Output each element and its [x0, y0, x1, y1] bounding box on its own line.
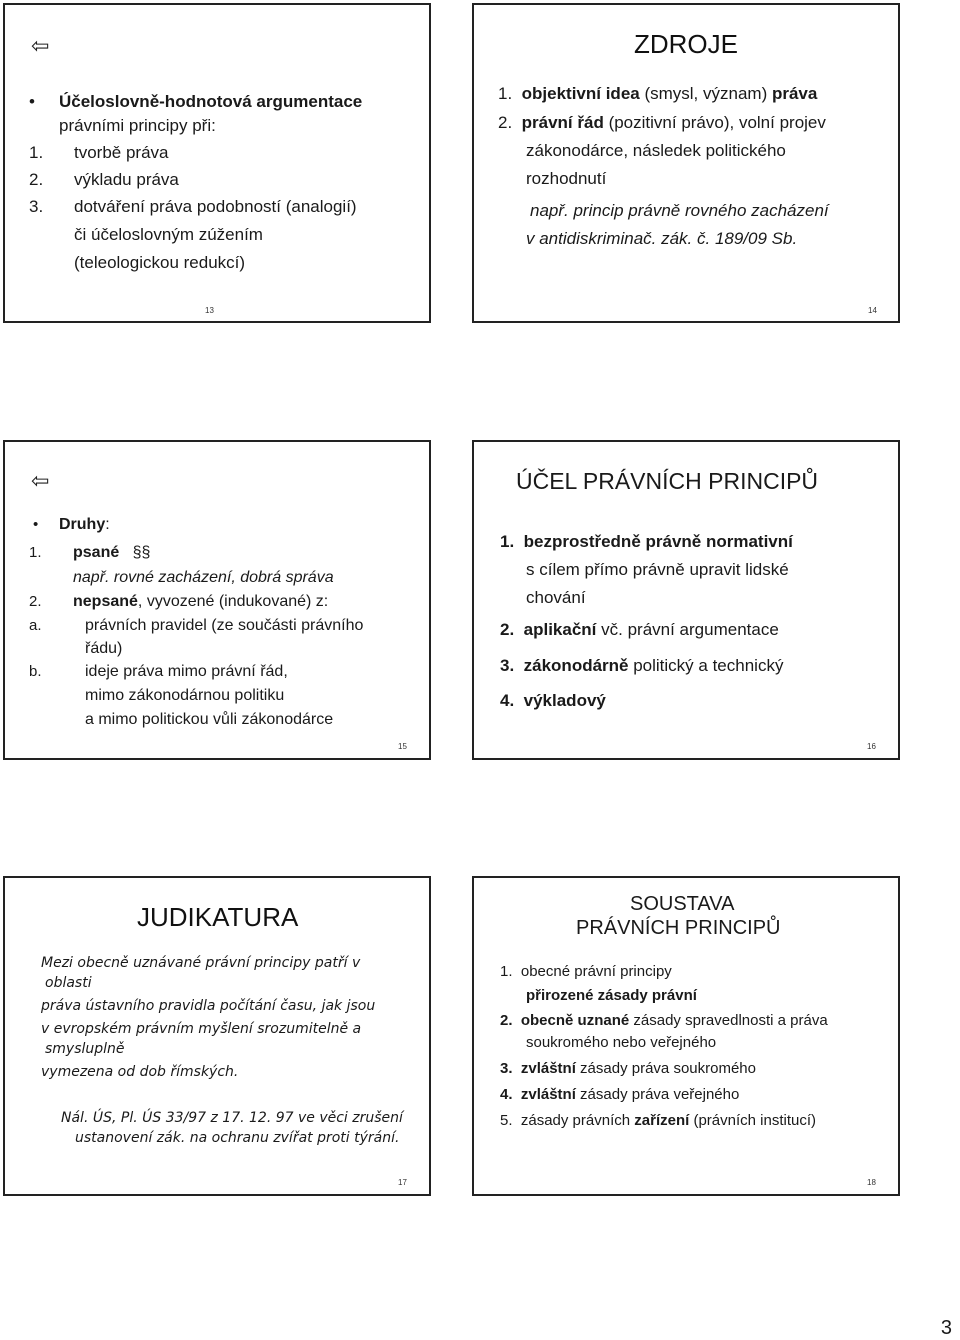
list-item [500, 1112, 816, 1130]
list-item-continuation [526, 987, 697, 1005]
list-item-number: 2. [500, 1012, 513, 1029]
slide-13 [3, 3, 431, 323]
slide-title-line-2: PRÁVNÍCH PRINCIPŮ [576, 917, 781, 939]
bold-term: zvláštní [520, 1060, 576, 1077]
plain-text: zásady spravedlnosti a práva [629, 1012, 828, 1029]
list-item-continuation: mimo zákonodárnou politiku [85, 687, 285, 704]
list-item-number: 1. [498, 84, 513, 103]
slide-title: ZDROJE [634, 29, 738, 59]
plain-text: (smysl, význam) [639, 84, 772, 103]
plain-text: zásady právních [520, 1112, 635, 1129]
list-item [500, 532, 793, 552]
slide-number: 13 [205, 306, 214, 315]
list-item: tvorbě práva [74, 143, 169, 162]
list-item: právních pravidel (ze součásti právního [85, 617, 364, 634]
bold-term: obecně uznané [520, 1012, 630, 1029]
list-item-letter: a. [29, 617, 42, 634]
plain-text: zásady práva soukromého [575, 1060, 756, 1077]
quote-text: Mezi obecně uznávané právní principy patří v [41, 955, 361, 971]
list-item-continuation: či účeloslovným zúžením [74, 225, 263, 244]
bold-term: Druhy [59, 516, 106, 533]
example-text: např. rovné zacházení, dobrá správa [73, 569, 334, 586]
list-item [500, 1012, 828, 1030]
bullet-text-line-1: Účeloslovně-hodnotová argumentace [59, 92, 363, 111]
list-item-number: 4. [500, 691, 515, 710]
slide-16 [472, 440, 900, 760]
list-item-number: 1. [500, 532, 515, 551]
quote-text: oblasti [45, 975, 92, 991]
slide-14 [472, 3, 900, 323]
bold-term: zařízení [634, 1112, 690, 1129]
list-item [500, 1060, 756, 1078]
back-arrow-icon[interactable]: ⇦ [31, 33, 50, 58]
plain-text: vč. právní argumentace [596, 620, 779, 639]
list-item-continuation: a mimo politickou vůli zákonodárce [85, 711, 334, 728]
list-item-number: 5. [500, 1112, 513, 1129]
list-item-continuation: rozhodnutí [526, 169, 607, 188]
plain-text: politický a technický [628, 656, 784, 675]
list-item: výkladu práva [74, 170, 179, 189]
quote-text: vymezena od dob římských. [41, 1064, 239, 1080]
slide-15 [3, 440, 431, 760]
list-item: dotváření práva podobností (analogií) [74, 197, 357, 216]
list-item-continuation: řádu) [85, 640, 123, 657]
bullet-icon: • [29, 92, 35, 111]
slide-number: 16 [867, 742, 876, 751]
slide-number: 18 [867, 1178, 876, 1187]
example-text: v antidiskriminač. zák. č. 189/09 Sb. [526, 229, 798, 248]
slide-number: 14 [868, 306, 877, 315]
list-item-continuation: s cílem přímo právně upravit lidské [526, 560, 789, 579]
list-item [500, 691, 606, 711]
bold-term: právní řád [521, 113, 604, 132]
page-number: 3 [940, 1317, 952, 1339]
list-item-number: 3. [29, 197, 44, 216]
example-text: např. princip právně rovného zacházení [530, 201, 829, 220]
quote-text: práva ústavního pravidla počítání času, jak jsou [41, 998, 376, 1014]
plain-text: (právních institucí) [689, 1112, 817, 1129]
plain-text: obecné právní principy [520, 963, 672, 980]
druhy-heading [59, 515, 110, 534]
list-item [500, 656, 783, 676]
quote-text: v evropském právním myšlení srozumitelně a [41, 1021, 362, 1037]
list-item: ideje práva mimo právní řád, [85, 663, 288, 680]
list-item-number: 2. [500, 620, 515, 639]
bold-term: nepsané [73, 593, 138, 610]
list-item [498, 113, 826, 133]
list-item-number: 1. [29, 143, 44, 162]
bold-term: psané [73, 544, 120, 561]
bold-term: objektivní idea [521, 84, 640, 103]
slide-18 [472, 876, 900, 1196]
bold-term: výkladový [523, 691, 606, 710]
bold-term: práva [771, 84, 818, 103]
bullet-text [59, 92, 362, 112]
paragraph-symbol-icon: §§ [132, 544, 151, 561]
list-item-number: 1. [500, 963, 513, 980]
list-item [500, 1086, 739, 1104]
bold-term: bezprostředně právně normativní [523, 532, 793, 551]
plain-text: (pozitivní právo), volní projev [603, 113, 826, 132]
list-item-number: 3. [500, 656, 515, 675]
slide-17 [3, 876, 431, 1196]
list-item-number: 4. [500, 1086, 513, 1103]
list-item-continuation: (teleologickou redukcí) [74, 253, 246, 272]
list-item-continuation: chování [526, 588, 586, 607]
reference-text: Nál. ÚS, Pl. ÚS 33/97 z 17. 12. 97 ve věci zrušení [61, 1110, 403, 1126]
plain-text: zásady práva veřejného [575, 1086, 740, 1103]
list-item-number: 3. [500, 1060, 513, 1077]
back-arrow-icon[interactable]: ⇦ [31, 468, 50, 493]
list-item-number: 2. [29, 593, 42, 610]
slide-title: JUDIKATURA [137, 902, 299, 932]
reference-text: ustanovení zák. na ochranu zvířat proti týrání. [75, 1130, 400, 1146]
slide-number: 15 [398, 742, 407, 751]
list-item [500, 963, 672, 981]
list-item [73, 543, 150, 562]
bold-term: přirozené zásady právní [526, 987, 697, 1004]
list-item-continuation: zákonodárce, následek politického [526, 141, 786, 160]
plain-text: , vyvozené (indukované) z: [137, 593, 329, 610]
quote-text: smysluplně [45, 1041, 125, 1057]
slide-number: 17 [398, 1178, 407, 1187]
list-item-number: 1. [29, 544, 42, 561]
bullet-icon: • [33, 516, 39, 533]
list-item [500, 620, 779, 640]
list-item-letter: b. [29, 663, 42, 680]
bold-term: aplikační [523, 620, 597, 639]
list-item [498, 84, 817, 104]
bold-term: zvláštní [520, 1086, 576, 1103]
list-item-continuation: soukromého nebo veřejného [526, 1034, 717, 1051]
slide-title: ÚČEL PRÁVNÍCH PRINCIPŮ [516, 468, 819, 494]
plain-text: : [105, 516, 110, 533]
list-item [73, 592, 328, 611]
list-item-number: 2. [29, 170, 44, 189]
slide-title-line-1: SOUSTAVA [630, 893, 735, 915]
bold-term: zákonodárně [523, 656, 629, 675]
bullet-text-line-2: právními principy při: [59, 116, 216, 135]
list-item-number: 2. [498, 113, 513, 132]
